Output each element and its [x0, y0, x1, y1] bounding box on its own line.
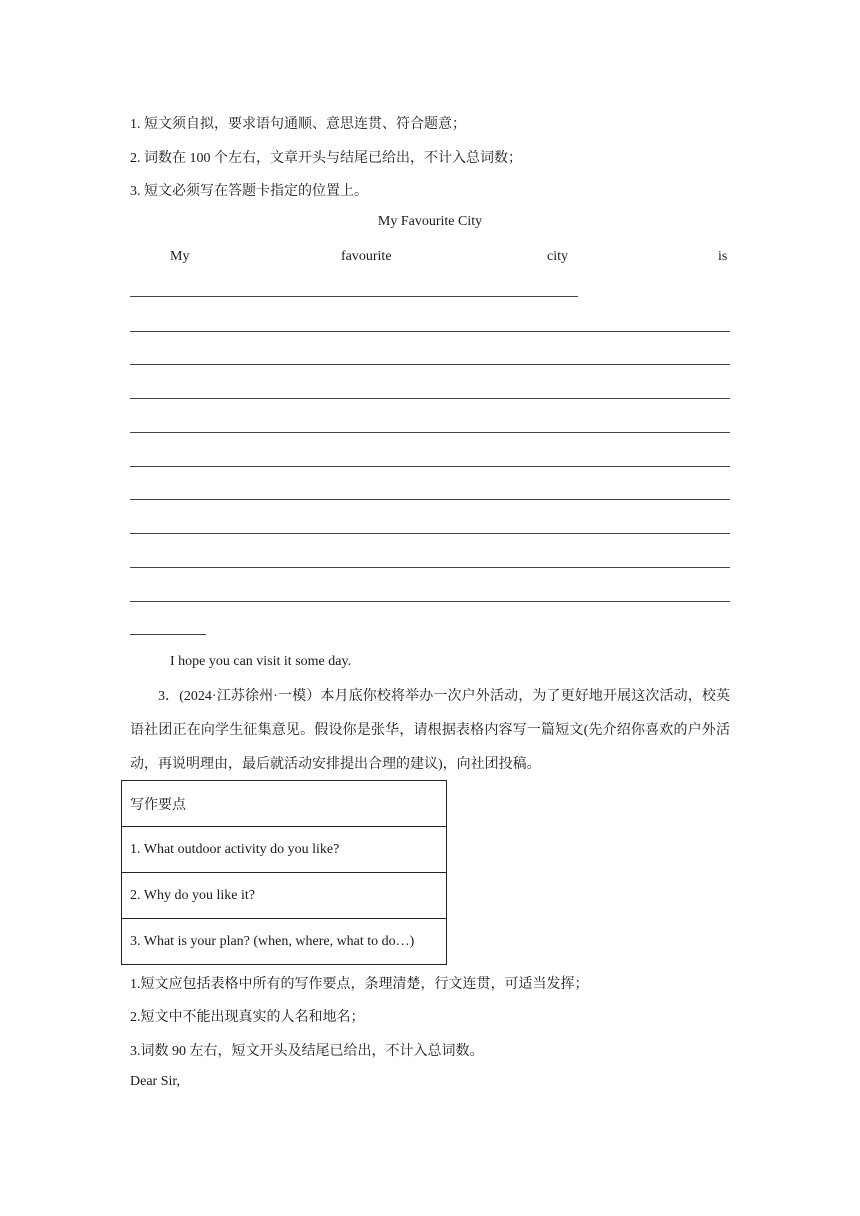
table-row: 1. What outdoor activity do you like? — [122, 827, 447, 873]
essay-start-word: is — [718, 249, 728, 264]
essay-title: My Favourite City — [377, 214, 483, 229]
writing-line — [130, 567, 730, 568]
requirement-2-1: 1.短文应包括表格中所有的写作要点，条理清楚，行文连贯，可适当发挥； — [130, 977, 589, 992]
essay-start-word: My — [170, 249, 190, 264]
requirement-3: 3. 短文必须写在答题卡指定的位置上。 — [130, 184, 368, 199]
salutation: Dear Sir, — [130, 1074, 180, 1089]
requirement-2-3: 3.词数 90 左右，短文开头及结尾已给出，不计入总词数。 — [130, 1044, 484, 1059]
table-row: 3. What is your plan? (when, where, what to do…) — [122, 919, 447, 965]
writing-line — [130, 331, 730, 332]
requirement-1: 1. 短文须自拟，要求语句通顺、意思连贯、符合题意； — [130, 117, 466, 132]
writing-line — [130, 296, 578, 297]
essay-ending: I hope you can visit it some day. — [170, 654, 352, 669]
writing-line — [130, 364, 730, 365]
writing-line — [130, 533, 730, 534]
table-header: 写作要点 — [122, 781, 447, 827]
writing-line — [130, 466, 730, 467]
essay-start-word: favourite — [341, 249, 392, 264]
writing-line — [130, 601, 730, 602]
essay-start-word: city — [547, 249, 568, 264]
requirement-2-2: 2.短文中不能出现真实的人名和地名； — [130, 1010, 365, 1025]
writing-line — [130, 398, 730, 399]
writing-points-table — [121, 780, 447, 965]
requirement-2: 2. 词数在 100 个左右，文章开头与结尾已给出，不计入总词数； — [130, 151, 522, 166]
table-row: 2. Why do you like it? — [122, 873, 447, 919]
writing-line — [130, 432, 730, 433]
writing-line — [130, 634, 206, 635]
writing-line — [130, 499, 730, 500]
question-3: 3．(2024·江苏徐州·一模）本月底你校将举办一次户外活动，为了更好地开展这次活动，校英语社团正在向学生征集意见。假设你是张华，请根据表格内容写一篇短文(先介绍你喜欢的户外活动，再说明理由，最后就活动安排提出合理的建议)，向社团投稿。 — [130, 689, 730, 772]
